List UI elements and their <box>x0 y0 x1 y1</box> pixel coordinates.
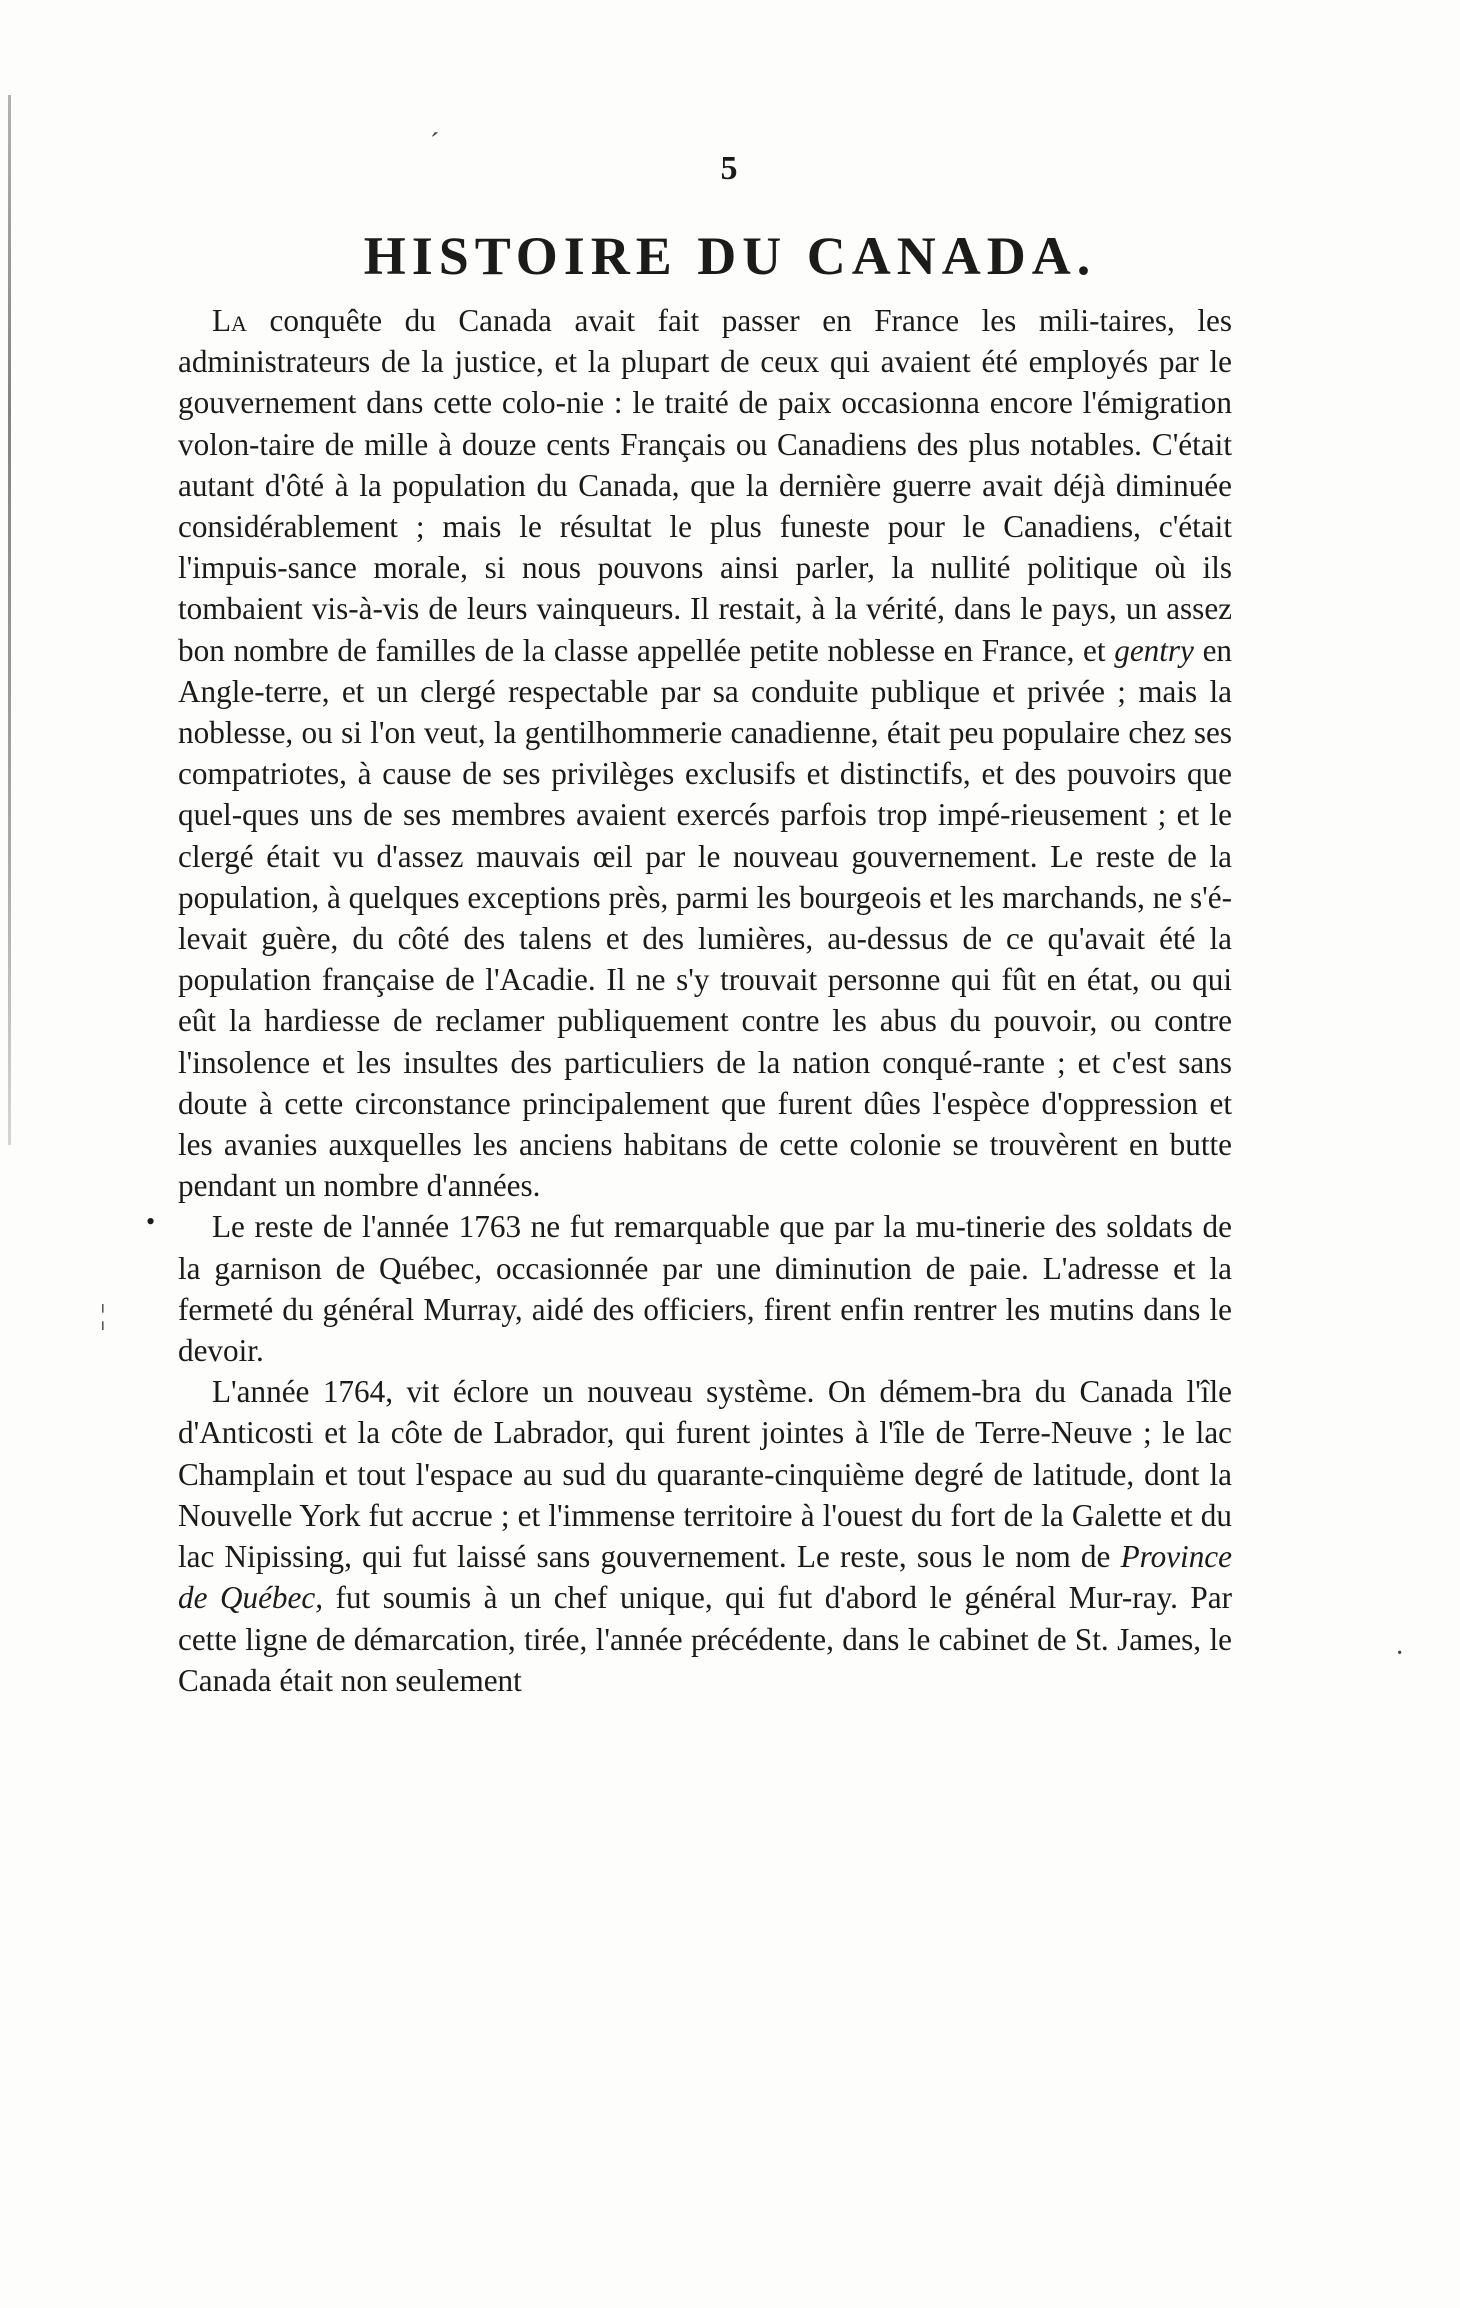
paragraph-3-text: L'année 1764, vit éclore un nouveau système. On démem-bra du Canada l'île d'Anticosti et la côte de Labrador, qui furent jointes à l'île de Terre-Neuve ; le lac Champlain et tout l'espace au sud du quarante-cinquième degré de latitude, dont la Nouvelle York fut accrue ; et l'immense territoire à l'ouest du fort de la Galette et du lac Nipissing, qui fut laissé sans gouvernement. Le reste, sous le nom de <box>178 1374 1232 1575</box>
paragraph-1-text-continued: en Angle-terre, et un clergé respectable par sa conduite publique et privée ; mais la noblesse, ou si l'on veut, la gentilhommerie canadienne, était peu populaire chez ses compatriotes, à cause de ses privilèges exclusifs et distinctifs, et des pouvoirs que quel-ques uns de ses membres avaient exercés parfois trop impé-rieusement ; et le clergé était vu d'assez mauvais œil par le nouveau gouvernement. Le reste de la population, à quelques exceptions près, parmi les bourgeois et les marchands, ne s'é-levait guère, du côté des talens et des lumières, au-dessus de ce qu'avait été la population française de l'Acadie. Il ne s'y trouvait personne qui fût en état, ou qui eût la hardiesse de reclamer publiquement contre les abus du pouvoir, ou contre l'insolence et les insultes des particuliers de la nation conqué-rante ; et c'est sans doute à cette circonstance principalement que furent dûes l'espèce d'oppression et les avanies auxquelles les anciens habitans de cette colonie se trouvèrent en butte pendant un nombre d'années. <box>178 632 1233 1204</box>
paragraph-3-text-continued: fut soumis à un chef unique, qui fut d'abord le général Mur-ray. Par cette ligne de démarcation, tirée, l'année précédente, dans le cabinet de St. James, le Canada était non seulement <box>178 1580 1232 1698</box>
page-number: 5 <box>720 150 740 187</box>
italic-term-gentry: gentry <box>1114 632 1194 668</box>
paragraph-1 <box>178 300 1232 1206</box>
margin-mark: • <box>146 1207 156 1236</box>
ink-speck: · <box>1395 1638 1405 1669</box>
italic-term-province: Province de Québec, <box>178 1539 1232 1616</box>
paragraph-3 <box>178 1371 1232 1701</box>
ink-speck: ˊ <box>430 128 440 159</box>
paragraph-lead-word: La <box>212 303 247 338</box>
page-title: HISTOIRE DU CANADA. <box>363 226 1097 286</box>
body-text <box>178 300 1232 1701</box>
ink-speck: ¦ <box>100 1300 106 1331</box>
paragraph-1-text: conquête du Canada avait fait passer en France les mili-taires, les administrateurs de la justice, et la plupart de ceux qui avaient été employés par le gouvernement dans cette colo-nie : le traité de paix occasionna encore l'émigration volon-taire de mille à douze cents Français ou Canadiens des plus notables. C'était autant d'ôté à la population du Canada, que la dernière guerre avait déjà diminuée considérablement ; mais le résultat le plus funeste pour le Canadiens, c'était l'impuis-sance morale, si nous pouvons ainsi parler, la nullité politique où ils tombaient vis-à-vis de leurs vainqueurs. Il restait, à la vérité, dans le pays, un assez bon nombre de familles de la classe appellée petite noblesse en France, et <box>178 303 1232 668</box>
paragraph-2: Le reste de l'année 1763 ne fut remarquable que par la mu-tinerie des soldats de la garnison de Québec, occasionnée par une diminution de paie. L'adresse et la fermeté du général Murray, aidé des officiers, firent enfin rentrer les mutins dans le devoir. <box>178 1209 1232 1369</box>
